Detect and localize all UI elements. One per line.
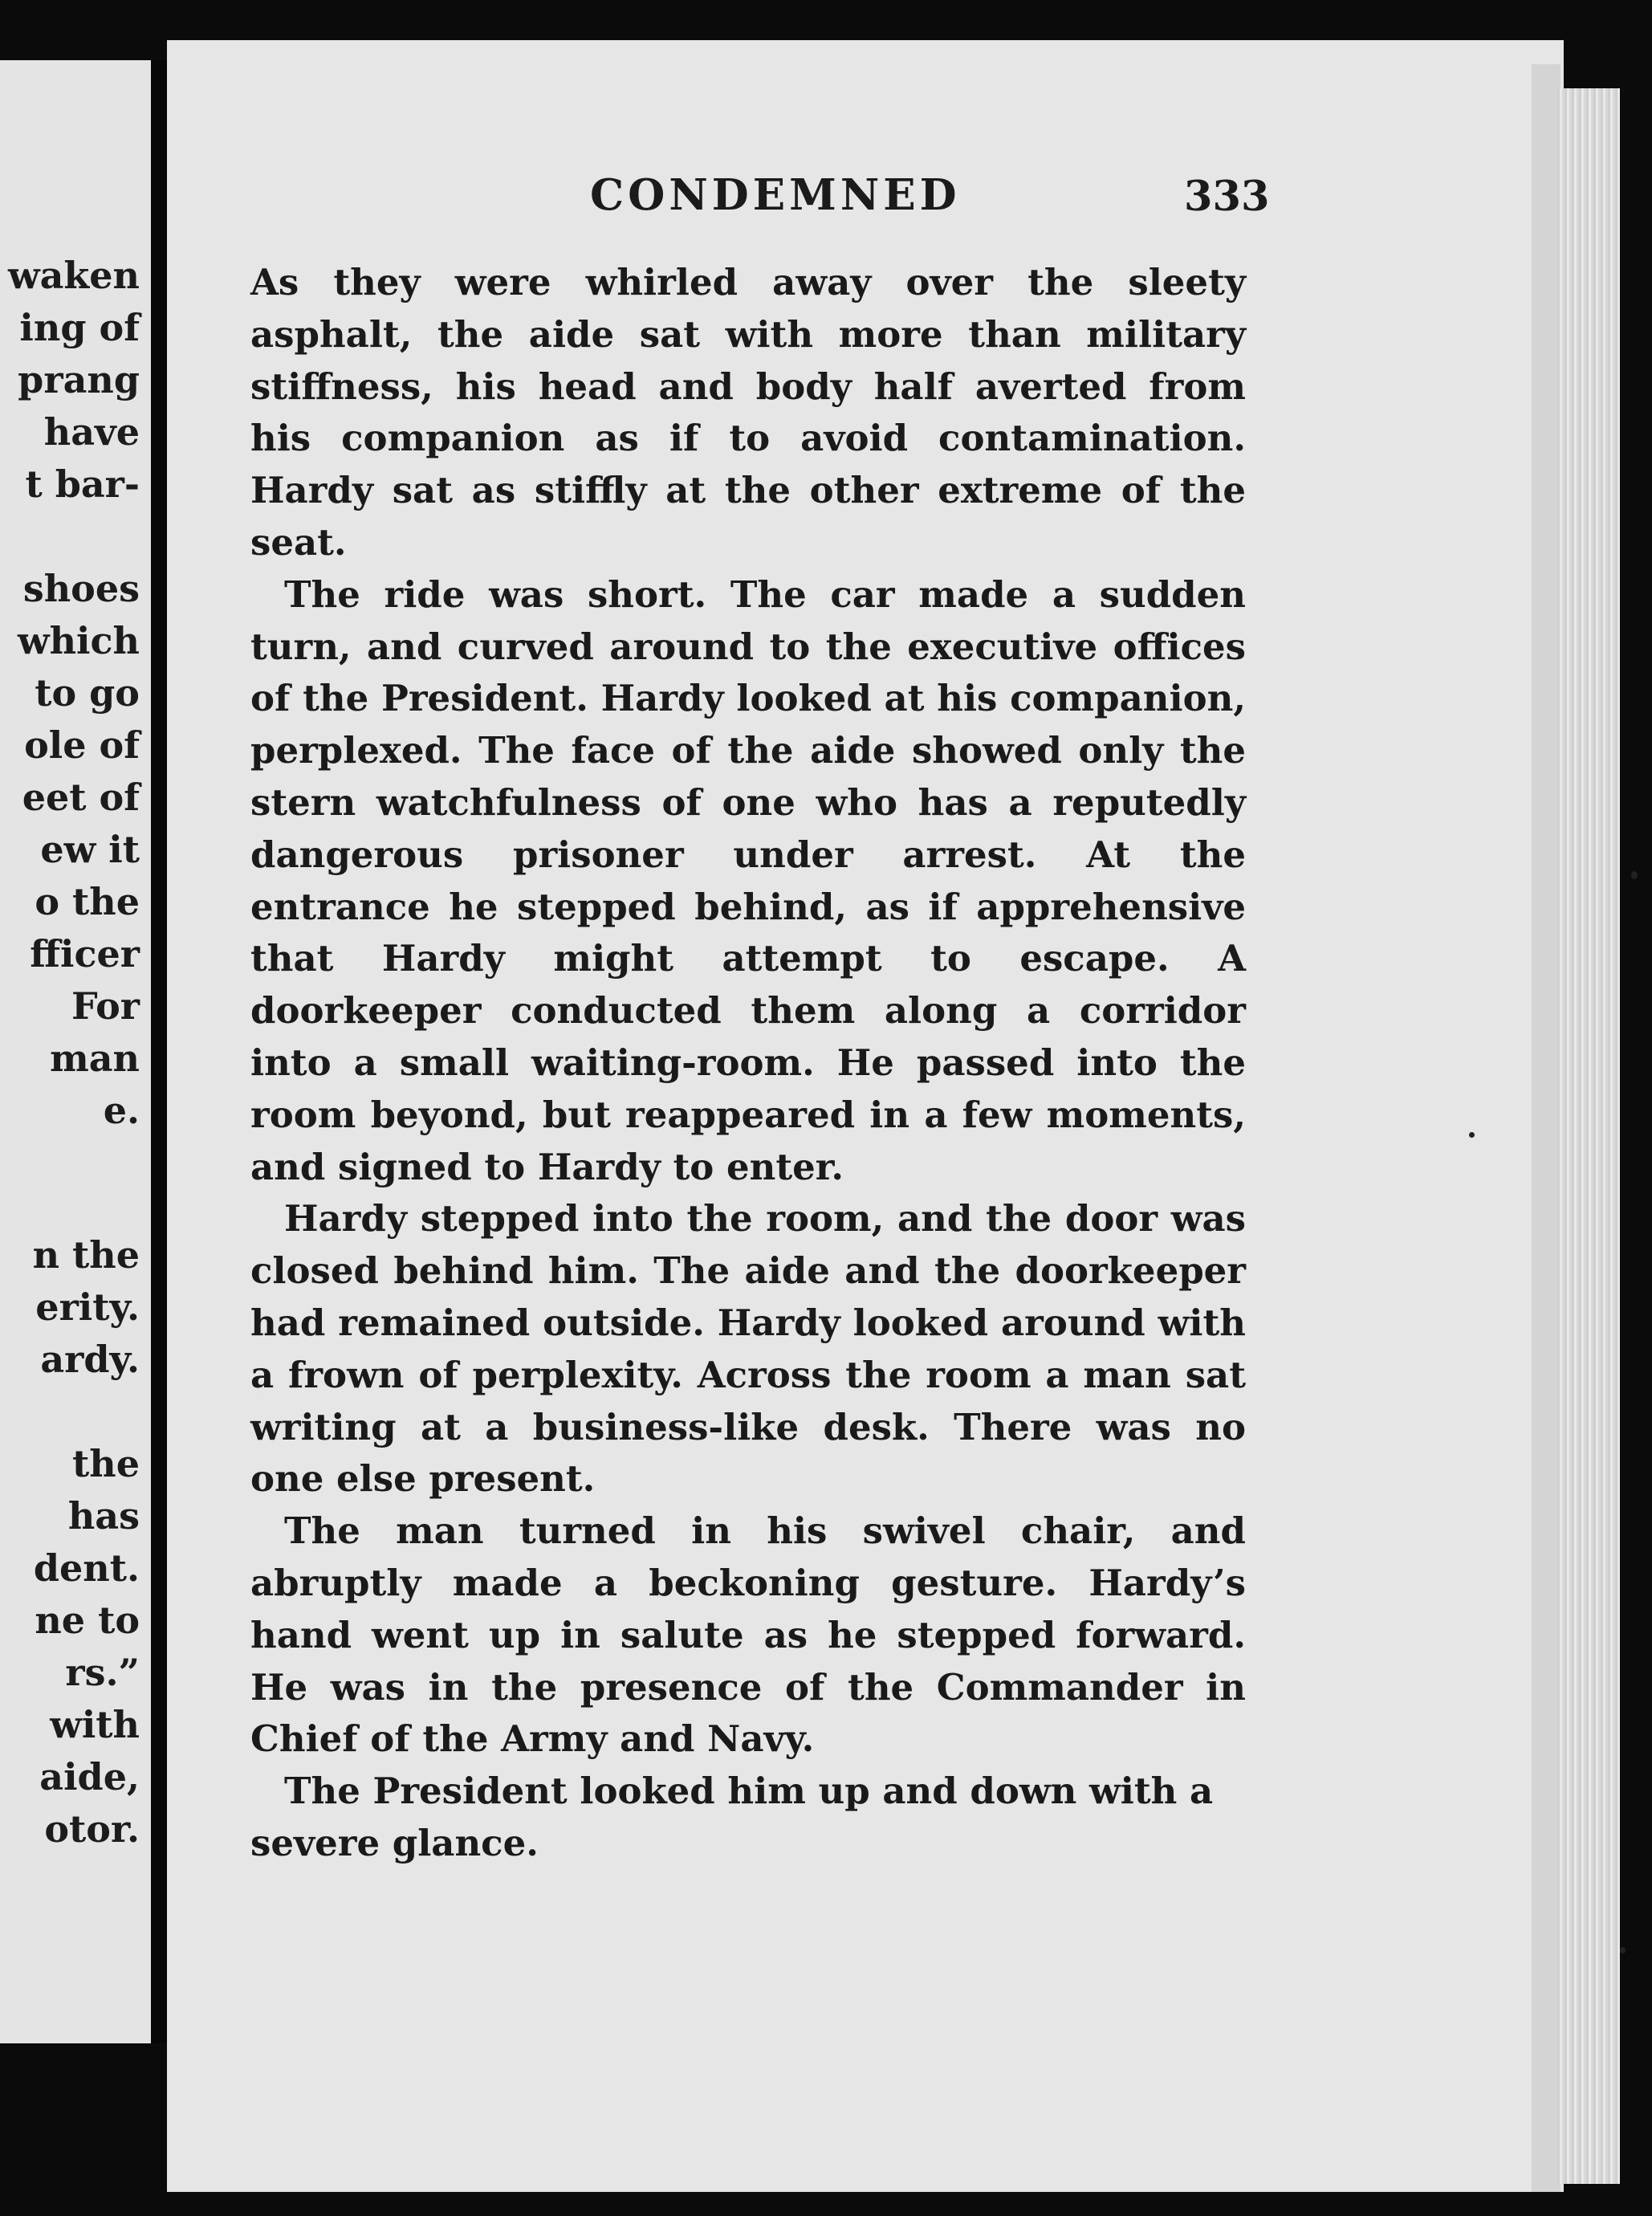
speck-mark — [1469, 1132, 1475, 1138]
left-page-line: ole of — [24, 723, 140, 767]
left-page-line: to go — [35, 671, 140, 715]
left-page-line: eet of — [22, 776, 140, 819]
book-gutter — [151, 60, 169, 2043]
running-head: CONDEMNED — [590, 170, 961, 220]
left-page-line: o the — [35, 880, 140, 923]
page-edges — [1557, 88, 1620, 2184]
left-page-line: ardy. — [40, 1338, 140, 1381]
left-page-line: e. — [103, 1089, 140, 1132]
edge-mark — [1631, 871, 1638, 879]
left-page-line: For — [71, 984, 140, 1028]
paragraph: The ride was short. The car made a sudden turn, and curved around to the executive offices of the President. Hardy looked at his companion, perplexed. The face of the aide showed only the stern watchfulness of one who has a reputedly dangerous prisoner under arrest. At the entrance he stepped behind, as if apprehensive that Hardy might attempt to escape. A doorkeeper conducted them along a corridor into a small waiting-room. He passed into the room beyond, but reappeared in a few moments, and signed to Hardy to enter. — [250, 572, 1246, 1188]
left-page-line: waken — [8, 254, 140, 297]
left-page-line: ing of — [19, 306, 140, 349]
left-page-line: the — [72, 1442, 140, 1485]
left-page-line: has — [67, 1494, 140, 1538]
paragraph: Hardy stepped into the room, and the door was closed behind him. The aide and the doorkeeper had remained outside. Hardy looked around with a frown of perplexity. Across the room a man sat writing at a business-like desk. There was no one else present. — [250, 1197, 1246, 1501]
left-page-line: which — [18, 619, 140, 662]
left-page-line: man — [50, 1037, 140, 1080]
left-page-line: t bar- — [25, 462, 140, 506]
left-page-line: dent. — [33, 1546, 140, 1590]
left-page-line: otor. — [44, 1807, 140, 1851]
paragraph: The President looked him up and down with a severe glance. — [250, 1770, 1214, 1864]
left-page — [0, 60, 161, 2043]
left-page-line: shoes — [22, 567, 140, 610]
edge-mark — [1620, 1947, 1626, 1953]
left-page-line: prang — [18, 358, 140, 401]
page-shadow — [1532, 64, 1560, 2192]
left-page-line: erity. — [35, 1285, 140, 1329]
left-page-line: rs.” — [65, 1651, 140, 1694]
left-page-line: with — [50, 1703, 140, 1746]
paragraph: The man turned in his swivel chair, and abruptly made a beckoning gesture. Hardy’s hand went up in salute as he stepped forward. He was in the presence of the Commander in Chief of the Army and Navy. — [250, 1509, 1246, 1761]
left-page-line: aide, — [39, 1755, 140, 1798]
left-page-line: have — [43, 410, 140, 454]
left-page-line: n the — [32, 1233, 140, 1277]
left-page-line: fficer — [30, 932, 140, 976]
page-number: 333 — [1184, 173, 1270, 221]
body-text — [250, 257, 1246, 1870]
paragraph: As they were whirled away over the sleety asphalt, the aide sat with more than military stiffness, his head and body half averted from his companion as if to avoid contamination. Hardy sat as stiffly at the other extreme of the seat. — [250, 261, 1246, 564]
left-page-line: ew it — [40, 828, 140, 871]
left-page-line: ne to — [35, 1599, 140, 1642]
